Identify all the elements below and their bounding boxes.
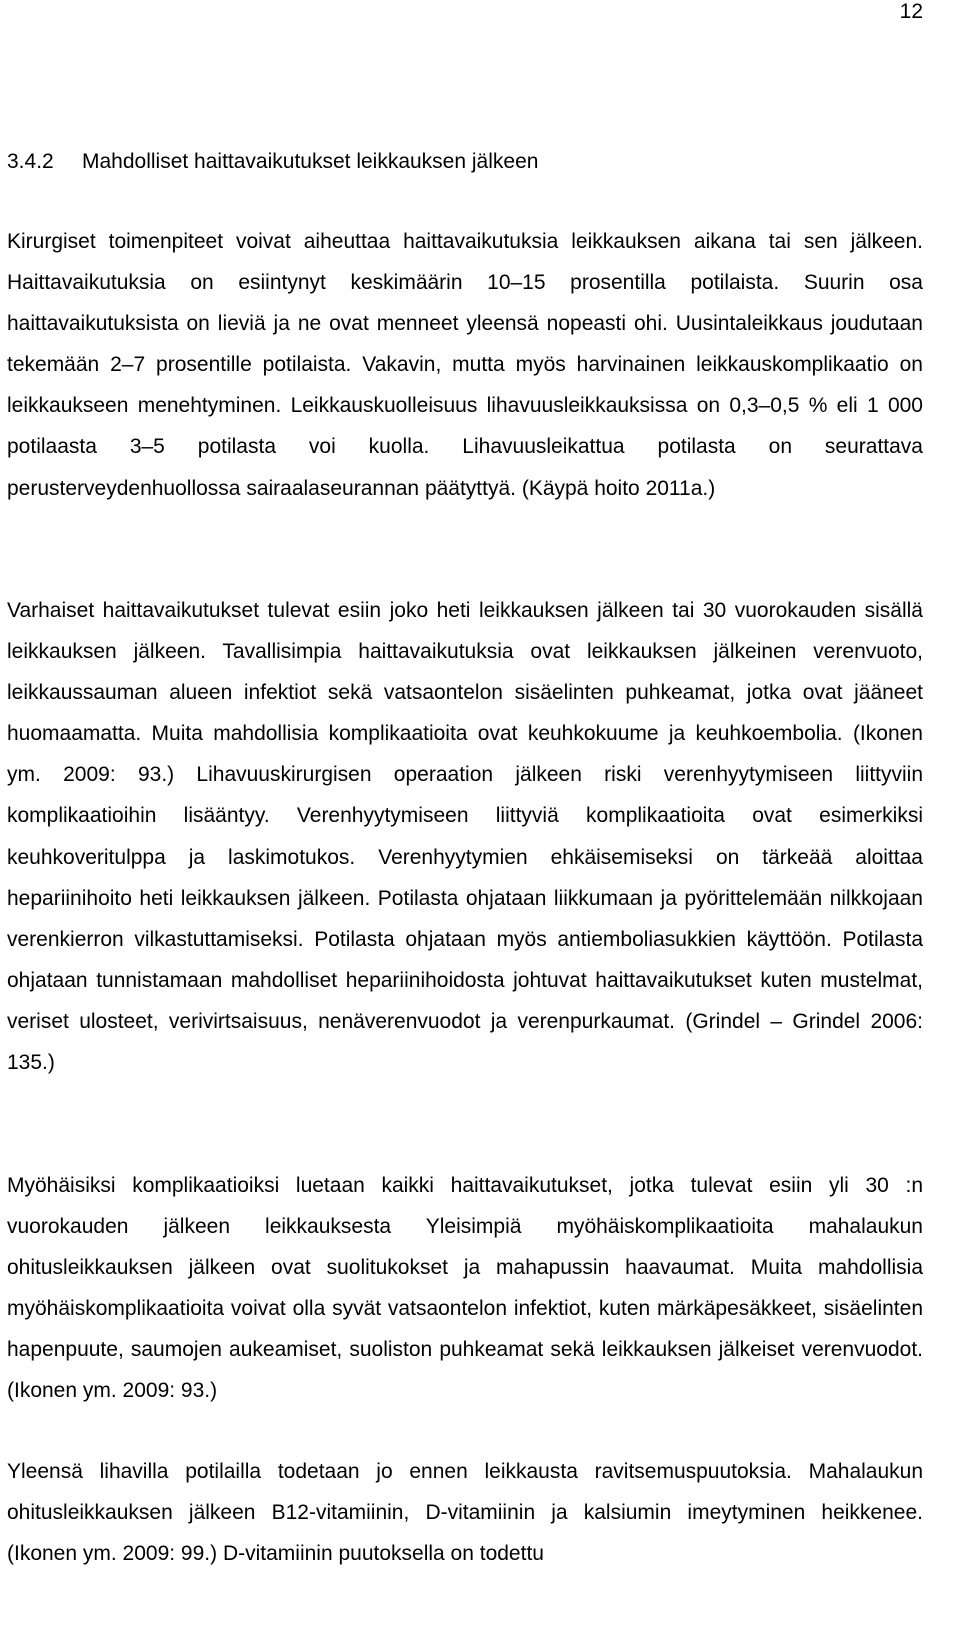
page-number: 12 xyxy=(899,0,923,23)
section-number: 3.4.2 xyxy=(7,150,54,173)
paragraph-complications-overview: Kirurgiset toimenpiteet voivat aiheuttaa haittavaikutuksia leikkauksen aikana tai sen jälkeen. Haittavaikutuksia on esiintynyt keskimäärin 10–15 prosentilla potilaista. Suurin osa haittavaikutuksista on lieviä ja ne ovat menneet yleensä nopeasti ohi. Uusintaleikkaus joudutaan tekemään 2–7 prosentille potilaista. Vakavin, mutta myös harvinainen leikkauskomplikaatio on leikkaukseen menehtyminen. Leikkauskuolleisuus lihavuusleikkauksissa on 0,3–0,5 % eli 1 000 potilaasta 3–5 potilasta voi kuolla. Lihavuusleikattua potilasta on seurattava perusterveydenhuollossa sairaalaseurannan päätyttyä. (Käypä hoito 2011a.) xyxy=(7,230,923,500)
paragraph-late-complications: Myöhäisiksi komplikaatioiksi luetaan kaikki haittavaikutukset, jotka tulevat esiin yli 30 :n vuorokauden jälkeen leikkauksesta Yleisimpiä myöhäiskomplikaatioita mahalaukun ohitusleikkauksen jälkeen ovat suolitukokset ja mahapussin haavaumat. Muita mahdollisia myöhäiskomplikaatioita voivat olla syvät vatsaontelon infektiot, kuten märkäpesäkkeet, sisäelinten hapenpuute, saumojen aukeamiset, suoliston puhkeamat sekä leikkauksen jälkeiset verenvuodot. (Ikonen ym. 2009: 93.) xyxy=(7,1174,923,1403)
paragraph-early-complications: Varhaiset haittavaikutukset tulevat esiin joko heti leikkauksen jälkeen tai 30 vuorokauden sisällä leikkauksen jälkeen. Tavallisimpia haittavaikutuksia ovat leikkauksen jälkeinen verenvuoto, leikkaussauman alueen infektiot sekä vatsaontelon sisäelinten puhkeamat, jotka ovat jääneet huomaamatta. Muita mahdollisia komplikaatioita ovat keuhkokuume ja keuhkoembolia. (Ikonen ym. 2009: 93.) Lihavuuskirurgisen operaation jälkeen riski verenhyytymiseen liittyviin komplikaatioihin lisääntyy. Verenhyytymiseen liittyviä komplikaatioita ovat esimerkiksi keuhkoveritulppa ja laskimotukos. Verenhyytymien ehkäisemiseksi on tärkeää aloittaa hepariinihoito heti leikkauksen jälkeen. Potilasta ohjataan liikkumaan ja pyörittelemään nilkkojaan verenkierron vilkastuttamiseksi. Potilasta ohjataan myös antiemboliasukkien käyttöön. Potilasta ohjataan tunnistamaan mahdolliset hepariinihoidosta johtuvat haittavaikutukset kuten mustelmat, veriset ulosteet, verivirtsaisuus, nenäverenvuodot ja verenpurkaumat. (Grindel – Grindel 2006: 135.) xyxy=(7,599,923,1075)
section-heading xyxy=(7,150,538,174)
section-title: Mahdolliset haittavaikutukset leikkauksen jälkeen xyxy=(82,150,539,173)
paragraph-nutritional-deficiencies: Yleensä lihavilla potilailla todetaan jo ennen leikkausta ravitsemuspuutoksia. Mahalaukun ohitusleikkauksen jälkeen B12-vitamiinin, D-vitamiinin ja kalsiumin imeytyminen heikkenee. (Ikonen ym. 2009: 99.) D-vitamiinin puutoksella on todettu xyxy=(7,1460,923,1566)
